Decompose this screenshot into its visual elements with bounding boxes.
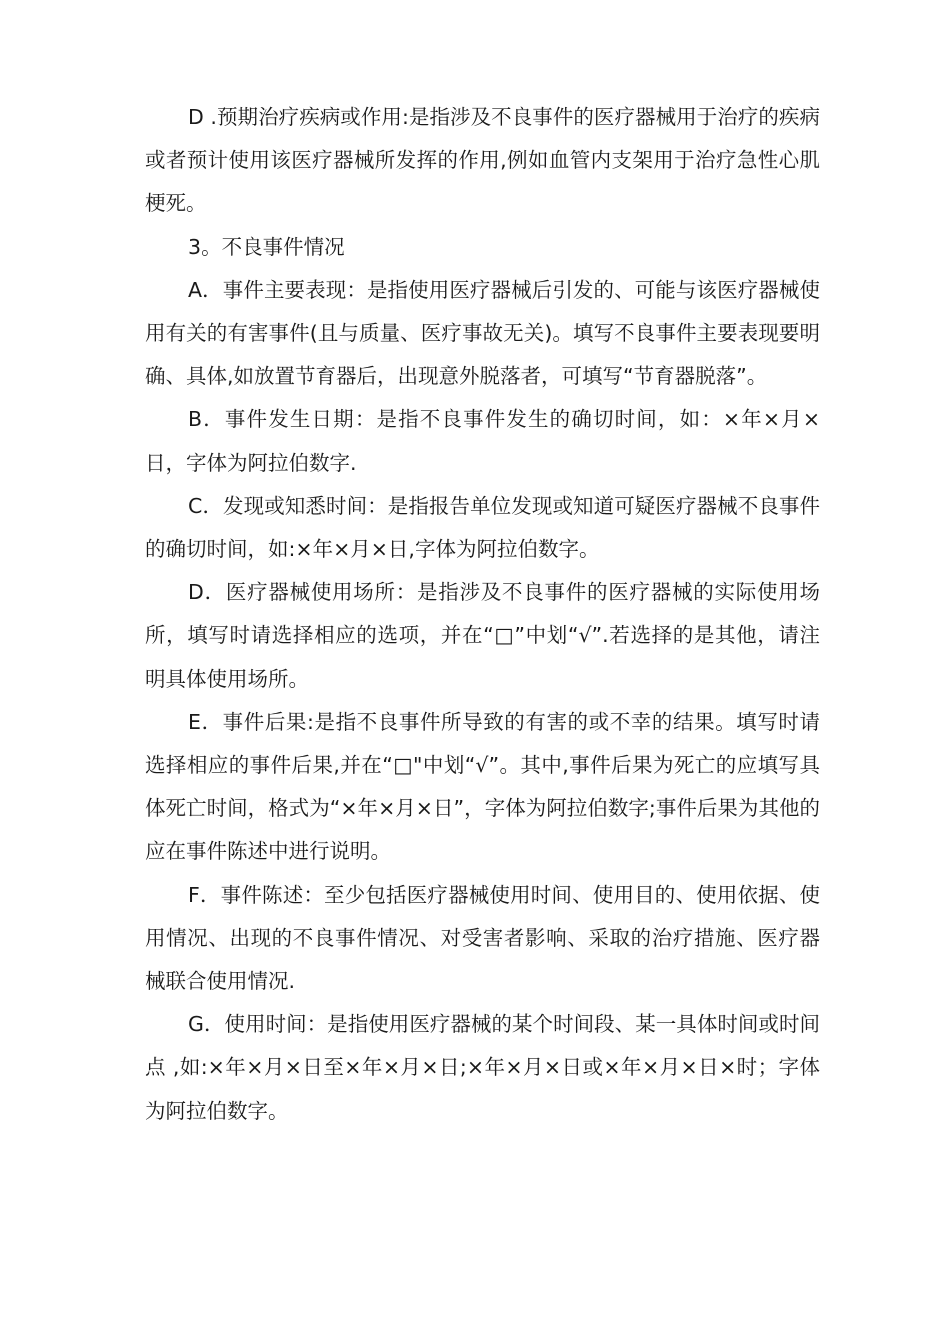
- paragraph-c-discovery-time: C．发现或知悉时间：是指报告单位发现或知道可疑医疗器械不良事件的确切时间，如:×年×月×日,字体为阿拉伯数字。: [145, 493, 820, 562]
- paragraph-d-intended-use: D .预期治疗疾病或作用:是指涉及不良事件的医疗器械用于治疗的疾病或者预计使用该医疗器械所发挥的作用,例如血管内支架用于治疗急性心肌梗死。: [145, 105, 820, 216]
- paragraph-g-usage-time: G．使用时间：是指使用医疗器械的某个时间段、某一具体时间或时间点 ,如:×年×月×日至×年×月×日;×年×月×日或×年×月×日×时；字体为阿拉伯数字。: [145, 1012, 820, 1123]
- paragraph-a-main-manifestation: A．事件主要表现：是指使用医疗器械后引发的、可能与该医疗器械使用有关的有害事件(且与质量、医疗事故无关)。填写不良事件主要表现要明确、具体,如放置节育器后，出现意外脱落者，可填写“节育器脱落”。: [145, 277, 820, 389]
- paragraph-f-event-statement: F．事件陈述：至少包括医疗器械使用时间、使用目的、使用依据、使用情况、出现的不良事件情况、对受害者影响、采取的治疗措施、医疗器械联合使用情况.: [145, 882, 820, 994]
- paragraph-d-usage-location: D．医疗器械使用场所：是指涉及不良事件的医疗器械的实际使用场所，填写时请选择相应的选项，并在“□”中划“√”.若选择的是其他，请注明具体使用场所。: [145, 580, 820, 691]
- document-body: [145, 96, 820, 1133]
- paragraph-b-event-date: B．事件发生日期：是指不良事件发生的确切时间，如：×年×月×日，字体为阿拉伯数字.: [145, 407, 820, 475]
- section-heading-adverse-event: 3。不良事件情况: [188, 234, 345, 259]
- paragraph-e-event-consequence: E．事件后果:是指不良事件所导致的有害的或不幸的结果。填写时请选择相应的事件后果,并在“□"中划“√”。其中,事件后果为死亡的应填写具体死亡时间，格式为“×年×月×日”，字体为阿拉伯数字;事件后果为其他的应在事件陈述中进行说明。: [145, 709, 820, 864]
